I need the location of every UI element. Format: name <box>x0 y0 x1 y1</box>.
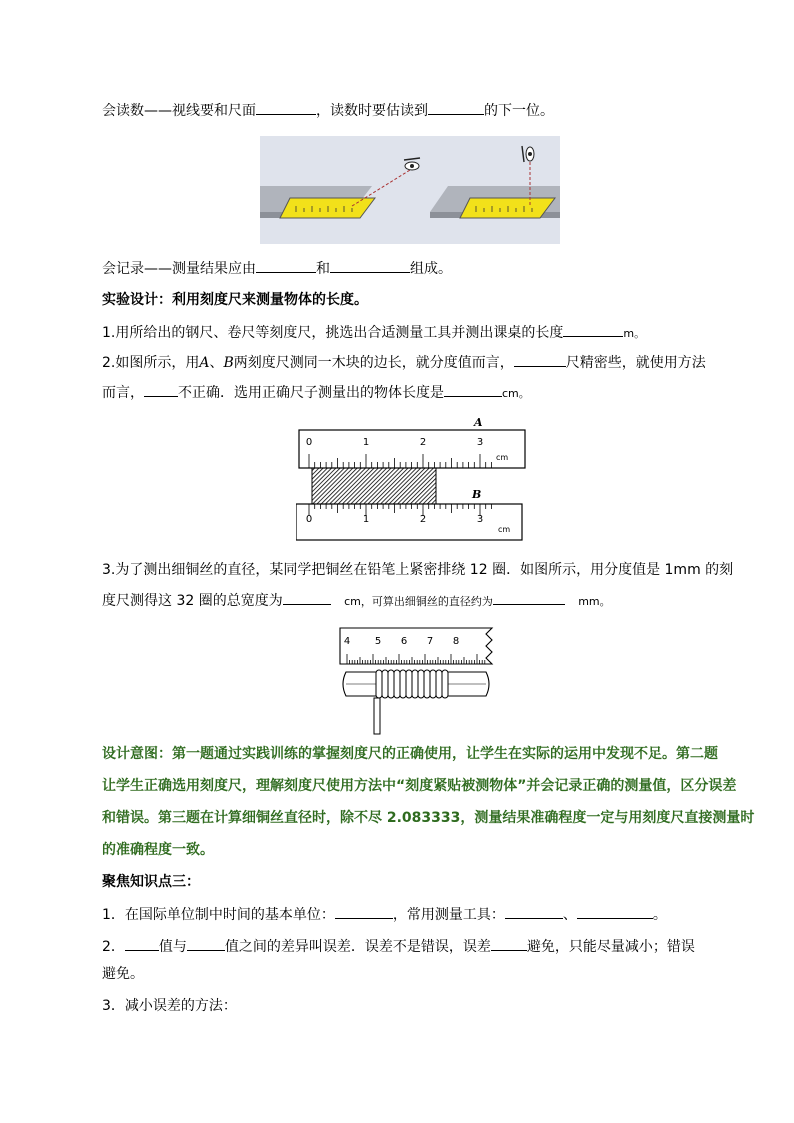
label-a: A <box>474 416 483 429</box>
f3-i1-sep: 、 <box>562 907 577 923</box>
focus3-item-3: 3．减小误差的方法： <box>102 998 237 1014</box>
focus3-title: 聚焦知识点三： <box>102 874 200 890</box>
coil-loop <box>406 670 412 698</box>
coil-tick-4: 4 <box>343 636 351 647</box>
blank-wrong-ruler <box>144 382 178 397</box>
q2-label-b: B <box>223 355 234 371</box>
reading-text-c: 的下一位。 <box>484 103 554 119</box>
question-3-line-1: 3.为了测出细铜丝的直径，某同学把铜丝在铅笔上紧密排绕 12 圈．如图所示，用分度值是 1mm 的刻 <box>102 562 734 578</box>
coil-loop <box>376 670 382 698</box>
f3-i2-text-b: 值与 <box>158 939 187 955</box>
coil-loop <box>442 670 448 698</box>
focus3-item-1 <box>102 904 667 925</box>
q2-label-a: A <box>199 355 210 371</box>
coil-figure <box>336 626 496 736</box>
q2-unit: cm。 <box>502 387 530 400</box>
ruler-b-unit: cm <box>498 525 511 534</box>
recording-text-a: 会记录——测量结果应由 <box>102 261 256 277</box>
ruler-ab-svg <box>296 414 532 544</box>
blank-desk-length <box>563 322 623 337</box>
ruler-b-tick-1: 1 <box>362 514 370 525</box>
coil-loop <box>382 670 388 698</box>
blank-surface <box>256 100 316 115</box>
intent-line-4: 的准确程度一致。 <box>102 842 214 858</box>
reading-text-a: 会读数——视线要和尺面 <box>102 103 256 119</box>
q3-unit: mm。 <box>578 595 611 608</box>
question-1 <box>102 322 645 344</box>
wire-tail <box>374 698 380 734</box>
coil-tick-5: 5 <box>374 636 382 647</box>
ruler-ab-figure <box>296 414 532 544</box>
experiment-title: 实验设计：利用刻度尺来测量物体的长度。 <box>102 292 368 308</box>
f3-i2-text-d: 避免，只能尽量减小；错误 <box>526 939 695 955</box>
ruler-a-unit: cm <box>496 453 509 462</box>
ruler-b <box>296 504 522 540</box>
blank-object-length <box>444 382 502 397</box>
q2-sep: 、 <box>209 355 224 371</box>
intent-line-3: 和错误。第三题在计算细铜丝直径时，除不尽 2.083333，测量结果准确程度一定与用刻度尺直接测量时 <box>102 810 755 826</box>
coil-loop <box>388 670 394 698</box>
coil-svg <box>336 626 496 736</box>
reading-line <box>102 100 554 121</box>
coil-tick-6: 6 <box>400 636 408 647</box>
recording-line <box>102 258 452 279</box>
wooden-block <box>312 468 436 504</box>
blank-tool-2 <box>577 904 653 919</box>
blank-precise-ruler <box>514 352 566 367</box>
blank-error-avoid <box>491 936 527 951</box>
ruler-a-tick-2: 2 <box>419 437 427 448</box>
focus3-item-2 <box>102 936 695 957</box>
blank-measured-value <box>125 936 159 951</box>
q3-text-a: 度尺测得这 32 圈的总宽度为 <box>102 593 283 609</box>
coil-ruler <box>340 628 492 664</box>
coil-loop <box>394 670 400 698</box>
blank-time-unit <box>335 904 393 919</box>
ruler-a-tick-3: 3 <box>476 437 484 448</box>
reading-illustration <box>260 136 560 244</box>
blank-total-width <box>283 590 331 605</box>
ruler-b-tick-0: 0 <box>305 514 313 525</box>
coil-loop <box>418 670 424 698</box>
coil-loop <box>400 670 406 698</box>
f3-i1-text-b: ，常用测量工具： <box>392 907 505 923</box>
q2-text-a: 2.如图所示，用 <box>102 355 200 371</box>
coil-loop <box>424 670 430 698</box>
recording-text-b: 和 <box>316 261 330 277</box>
q1-unit: m。 <box>623 327 646 340</box>
reading-illustration-svg <box>260 136 560 244</box>
q2-text-d: 而言， <box>102 385 144 401</box>
coil-loop <box>430 670 436 698</box>
coil-loop <box>412 670 418 698</box>
q1-text: 1.用所给出的钢尺、卷尺等刻度尺，挑选出合适测量工具并测出课桌的长度 <box>102 325 564 341</box>
reading-text-b: ，读数时要估读到 <box>316 103 428 119</box>
label-b: B <box>472 488 482 501</box>
f3-i2-text-a: 2． <box>102 939 125 955</box>
q3-text-b: cm，可算出细铜丝的直径约为 <box>344 595 493 608</box>
ruler-b-tick-2: 2 <box>419 514 427 525</box>
coil-tick-7: 7 <box>426 636 434 647</box>
f3-i1-text-a: 1．在国际单位制中时间的基本单位： <box>102 907 335 923</box>
focus3-item-2-line-2: 避免。 <box>102 966 144 982</box>
q2-text-b: 两刻度尺测同一木块的边长，就分度值而言， <box>233 355 514 371</box>
ruler-a-tick-0: 0 <box>305 437 313 448</box>
q2-text-c: 尺精密些，就使用方法 <box>565 355 706 371</box>
intent-line-1: 设计意图：第一题通过实践训练的掌握刻度尺的正确使用，让学生在实际的运用中发现不足。第二题 <box>102 746 718 762</box>
intent-line-2: 让学生正确选用刻度尺，理解刻度尺使用方法中“刻度紧贴被测物体”并会记录正确的测量值，区分误差 <box>102 778 737 794</box>
blank-unit <box>330 258 410 273</box>
f3-i2-text-c: 值之间的差异叫误差．误差不是错误，误差 <box>224 939 491 955</box>
recording-text-c: 组成。 <box>410 261 452 277</box>
blank-tool-1 <box>505 904 563 919</box>
question-2-line-2 <box>102 382 530 404</box>
q2-text-e: 不正确．选用正确尺子测量出的物体长度是 <box>178 385 444 401</box>
question-2-line-1 <box>102 352 706 373</box>
coil-loop <box>436 670 442 698</box>
ruler-a-tick-1: 1 <box>362 437 370 448</box>
question-3-line-2 <box>102 590 611 612</box>
coil-tick-8: 8 <box>452 636 460 647</box>
blank-true-value <box>187 936 225 951</box>
blank-diameter <box>493 590 565 605</box>
ruler-b-tick-3: 3 <box>476 514 484 525</box>
blank-number <box>256 258 316 273</box>
blank-estimate <box>428 100 484 115</box>
f3-i1-end: 。 <box>652 907 667 923</box>
